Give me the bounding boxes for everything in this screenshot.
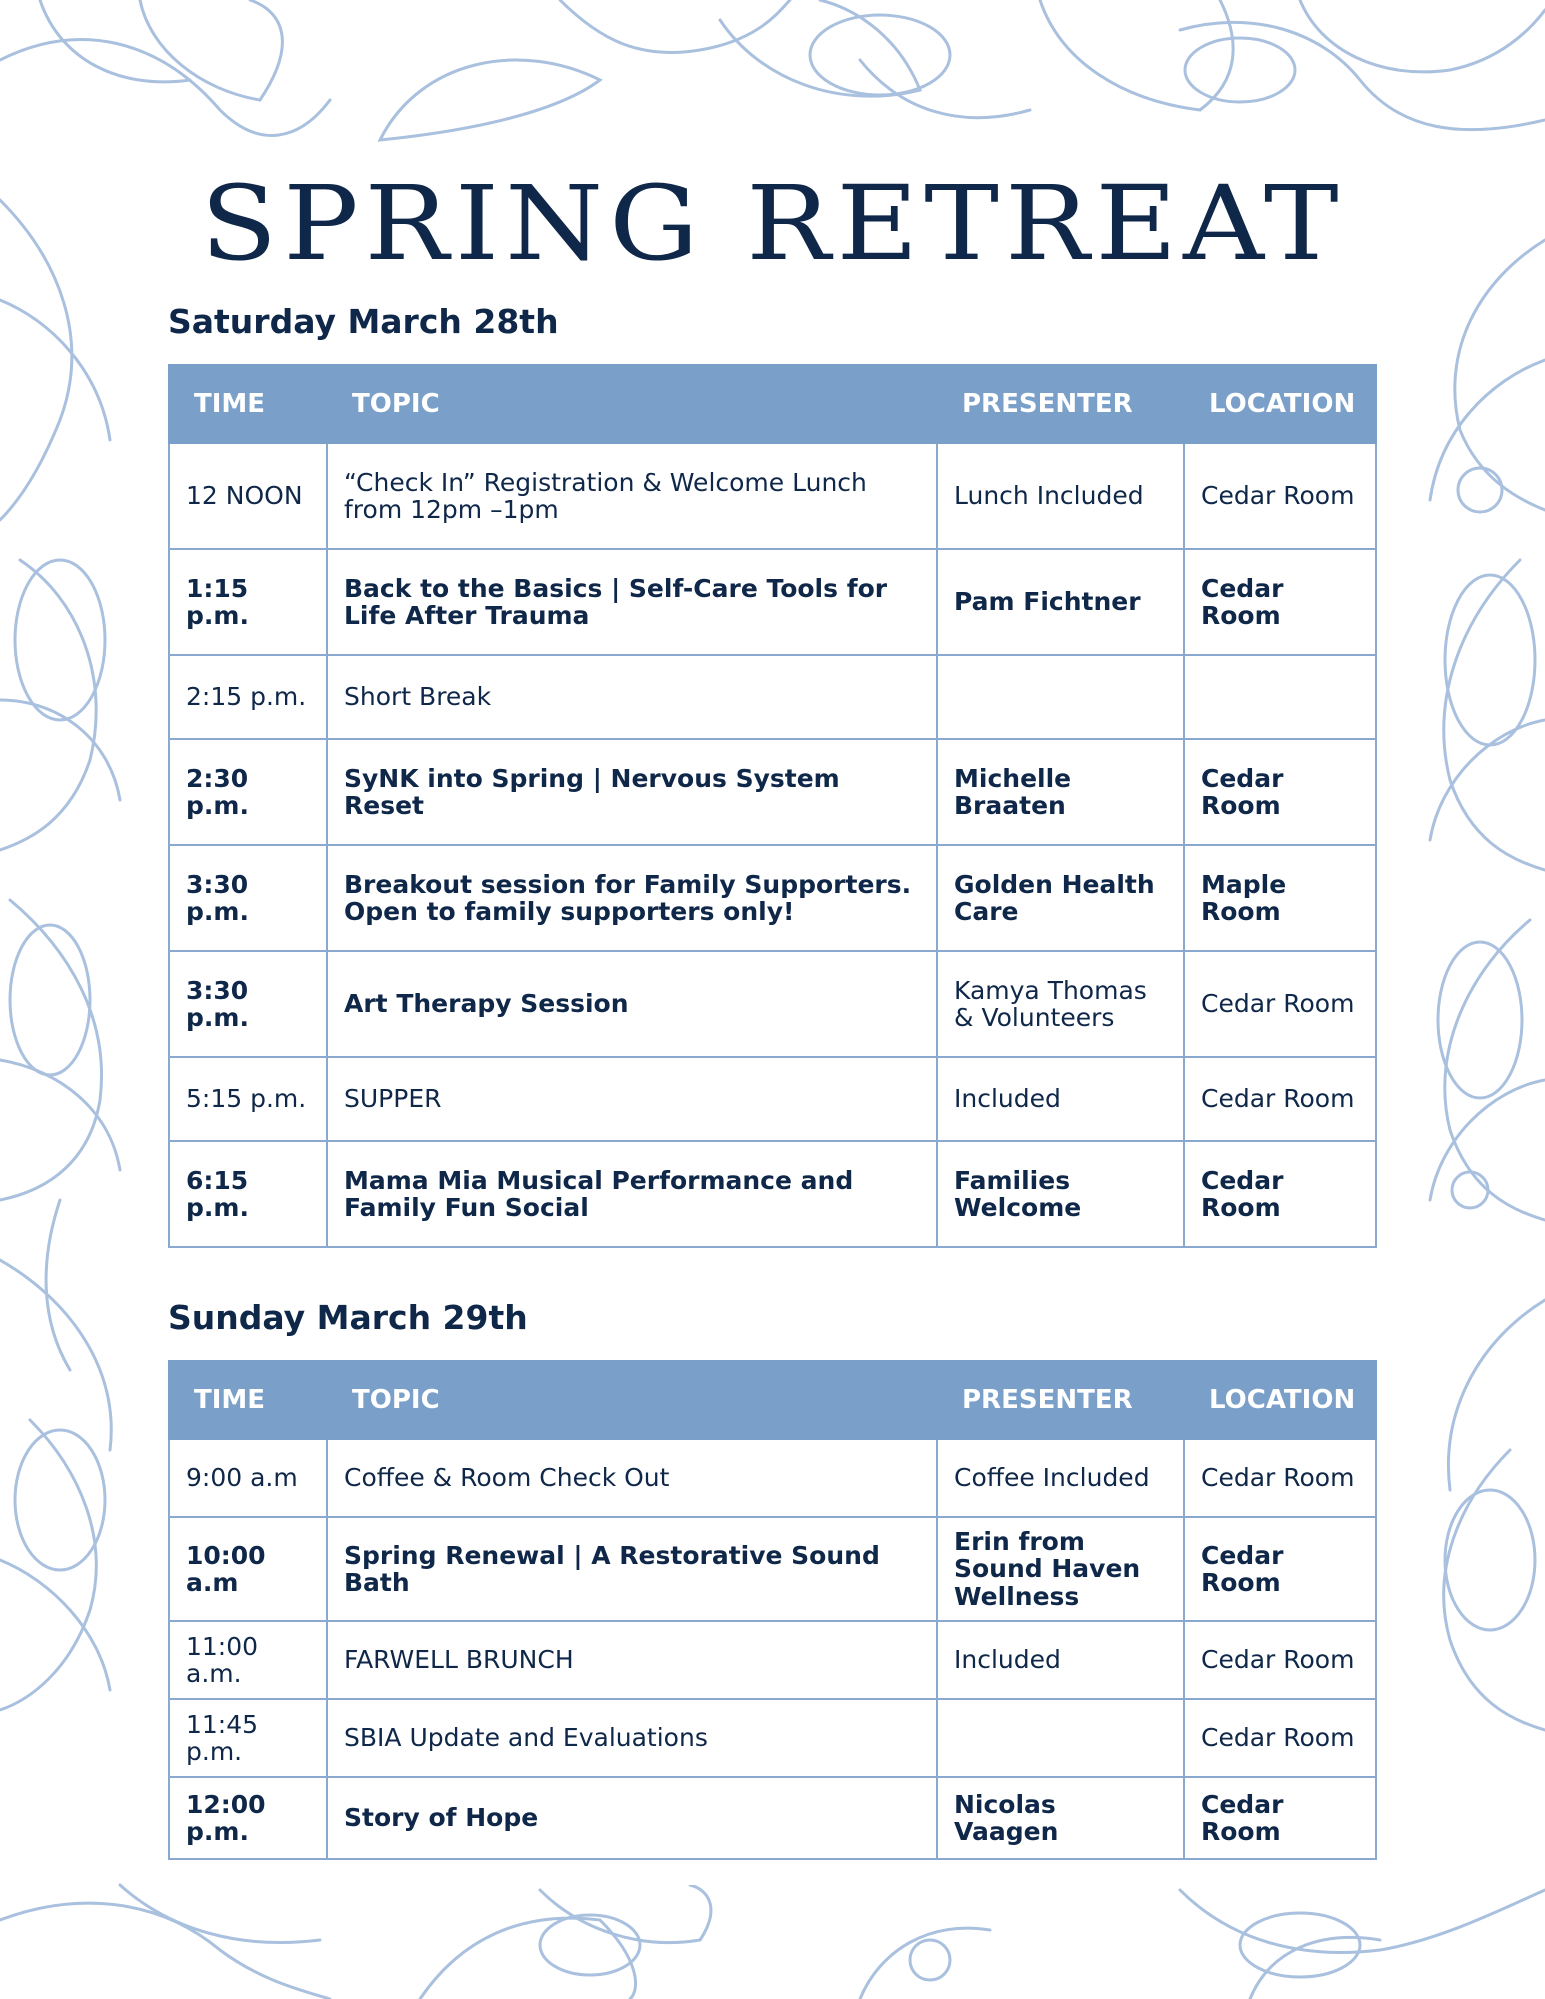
table-row [169,1141,1376,1247]
cell-topic: Spring Renewal | A Restorative Sound Bath [327,1517,937,1621]
cell-location [1184,655,1376,739]
cell-topic: Breakout session for Family Supporters. Open to family supporters only! [327,845,937,951]
cell-topic: Short Break [327,655,937,739]
cell-location: Cedar Room [1184,739,1376,845]
cell-time: 5:15 p.m. [169,1057,327,1141]
cell-topic: Art Therapy Session [327,951,937,1057]
cell-time: 6:15 p.m. [169,1141,327,1247]
cell-time: 11:45 p.m. [169,1699,327,1777]
cell-presenter: Pam Fichtner [937,549,1184,655]
cell-presenter: Golden Health Care [937,845,1184,951]
cell-location: Cedar Room [1184,1621,1376,1699]
cell-topic: Back to the Basics | Self-Care Tools for Life After Trauma [327,549,937,655]
page-title: SPRING RETREAT [200,164,1345,284]
header-presenter: PRESENTER [937,365,1184,443]
cell-time: 3:30 p.m. [169,845,327,951]
cell-location: Cedar Room [1184,1517,1376,1621]
table-header-row [169,1361,1376,1439]
cell-location: Cedar Room [1184,1777,1376,1859]
cell-location: Cedar Room [1184,951,1376,1057]
cell-time: 2:30 p.m. [169,739,327,845]
saturday-heading: Saturday March 28th [168,302,559,341]
cell-presenter: Lunch Included [937,443,1184,549]
cell-time: 3:30 p.m. [169,951,327,1057]
table-row [169,739,1376,845]
header-location: LOCATION [1184,365,1376,443]
table-row [169,1777,1376,1859]
sunday-schedule-table [168,1360,1377,1860]
table-row [169,443,1376,549]
cell-topic: Mama Mia Musical Performance and Family Fun Social [327,1141,937,1247]
table-row [169,1621,1376,1699]
cell-time: 11:00 a.m. [169,1621,327,1699]
header-topic: TOPIC [327,365,937,443]
header-time: TIME [169,365,327,443]
header-presenter: PRESENTER [937,1361,1184,1439]
cell-presenter: Coffee Included [937,1439,1184,1517]
sunday-heading: Sunday March 29th [168,1298,528,1337]
cell-presenter: Nicolas Vaagen [937,1777,1184,1859]
cell-presenter [937,1699,1184,1777]
header-time: TIME [169,1361,327,1439]
cell-time: 2:15 p.m. [169,655,327,739]
cell-time: 12:00 p.m. [169,1777,327,1859]
cell-presenter: Families Welcome [937,1141,1184,1247]
cell-time: 9:00 a.m [169,1439,327,1517]
cell-topic: SBIA Update and Evaluations [327,1699,937,1777]
cell-presenter: Michelle Braaten [937,739,1184,845]
cell-location: Cedar Room [1184,1141,1376,1247]
cell-location: Cedar Room [1184,1699,1376,1777]
table-row [169,1057,1376,1141]
table-row [169,655,1376,739]
cell-location: Cedar Room [1184,443,1376,549]
cell-topic: Story of Hope [327,1777,937,1859]
cell-location: Cedar Room [1184,1439,1376,1517]
table-row [169,1439,1376,1517]
cell-presenter: Erin from Sound Haven Wellness [937,1517,1184,1621]
cell-topic: Coffee & Room Check Out [327,1439,937,1517]
table-row [169,549,1376,655]
cell-topic: FARWELL BRUNCH [327,1621,937,1699]
cell-location: Cedar Room [1184,549,1376,655]
cell-presenter [937,655,1184,739]
header-location: LOCATION [1184,1361,1376,1439]
table-row [169,951,1376,1057]
table-row [169,845,1376,951]
cell-topic: “Check In” Registration & Welcome Lunch from 12pm –1pm [327,443,937,549]
cell-presenter: Kamya Thomas & Volunteers [937,951,1184,1057]
table-header-row [169,365,1376,443]
saturday-schedule-table [168,364,1377,1248]
cell-presenter: Included [937,1621,1184,1699]
cell-time: 12 NOON [169,443,327,549]
cell-location: Cedar Room [1184,1057,1376,1141]
cell-time: 1:15 p.m. [169,549,327,655]
cell-topic: SUPPER [327,1057,937,1141]
table-row [169,1517,1376,1621]
cell-presenter: Included [937,1057,1184,1141]
cell-location: Maple Room [1184,845,1376,951]
table-row [169,1699,1376,1777]
header-topic: TOPIC [327,1361,937,1439]
cell-time: 10:00 a.m [169,1517,327,1621]
cell-topic: SyNK into Spring | Nervous System Reset [327,739,937,845]
